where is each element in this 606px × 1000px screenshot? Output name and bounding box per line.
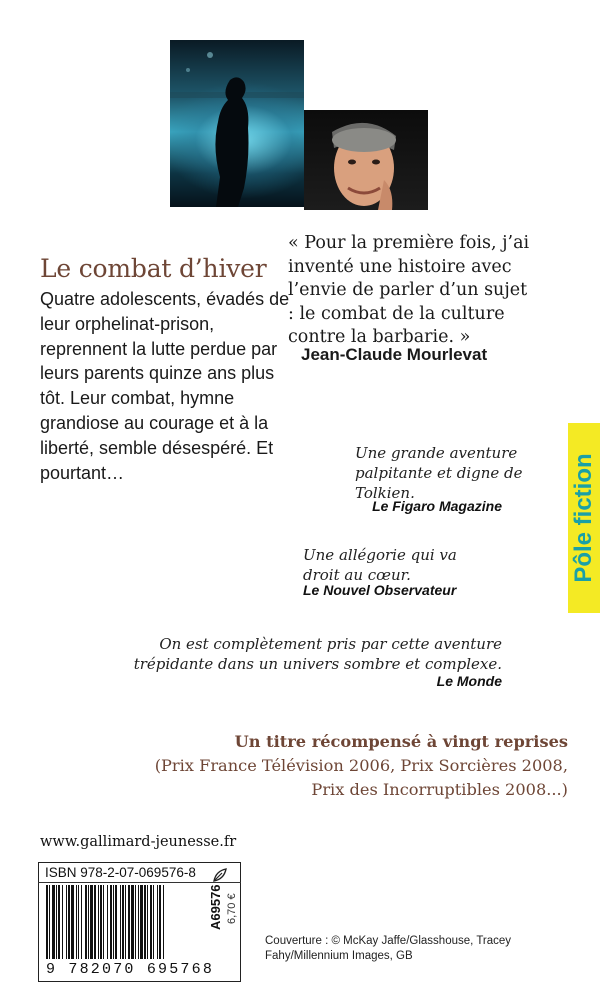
award-title: Un titre récompensé à vingt reprises xyxy=(234,732,568,751)
review-source-1: Le Figaro Magazine xyxy=(372,498,502,514)
synopsis: Quatre adolescents, évadés de leur orphelinat-prison, reprennent la lutte perdue par leurs parents quinze ans plus tôt. Leur combat, hymne grandiose au courage et à la liberté, semble désespéré. Et pourtant… xyxy=(40,289,290,483)
quote-author: Jean-Claude Mourlevat xyxy=(301,345,488,364)
price: 6,70 € xyxy=(226,893,238,924)
barcode-icon xyxy=(44,885,202,959)
silhouette-icon xyxy=(170,40,304,207)
book-title: Le combat d’hiver xyxy=(40,254,267,283)
review-quote-2: Une allégorie qui va droit au cœur. xyxy=(303,546,457,584)
price-code: A69576 xyxy=(208,884,223,930)
review-source-2: Le Nouvel Observateur xyxy=(303,582,457,598)
collection-label: Pôle fiction xyxy=(570,453,597,583)
collection-badge xyxy=(568,423,600,613)
review-source-3: Le Monde xyxy=(436,673,502,689)
barcode-digits: 9 782070 695768 xyxy=(46,961,215,978)
review-quote-3: On est complètement pris par cette aventure trépidante dans un univers sombre et complexe. xyxy=(133,635,502,673)
author-quote: « Pour la première fois, j’ai inventé une histoire avec l’envie de parler d’un sujet : le combat de la culture contre la barbarie. » xyxy=(288,233,530,347)
award-block xyxy=(120,730,568,802)
isbn-label: ISBN 978-2-07-069576-8 xyxy=(45,865,196,880)
award-details: (Prix France Télévision 2006, Prix Sorcières 2008, Prix des Incorruptibles 2008...) xyxy=(154,756,568,799)
author-photo xyxy=(304,110,428,210)
leaf-logo-icon xyxy=(211,866,229,884)
cover-credits: Couverture : © McKay Jaffe/Glasshouse, Tracey Fahy/Millennium Images, GB xyxy=(265,935,512,962)
review-quote-1: Une grande aventure palpitante et digne de Tolkien. xyxy=(355,444,523,502)
author-portrait-icon xyxy=(304,110,428,210)
publisher-website: www.gallimard-jeunesse.fr xyxy=(40,834,237,850)
cover-illustration xyxy=(170,40,304,207)
